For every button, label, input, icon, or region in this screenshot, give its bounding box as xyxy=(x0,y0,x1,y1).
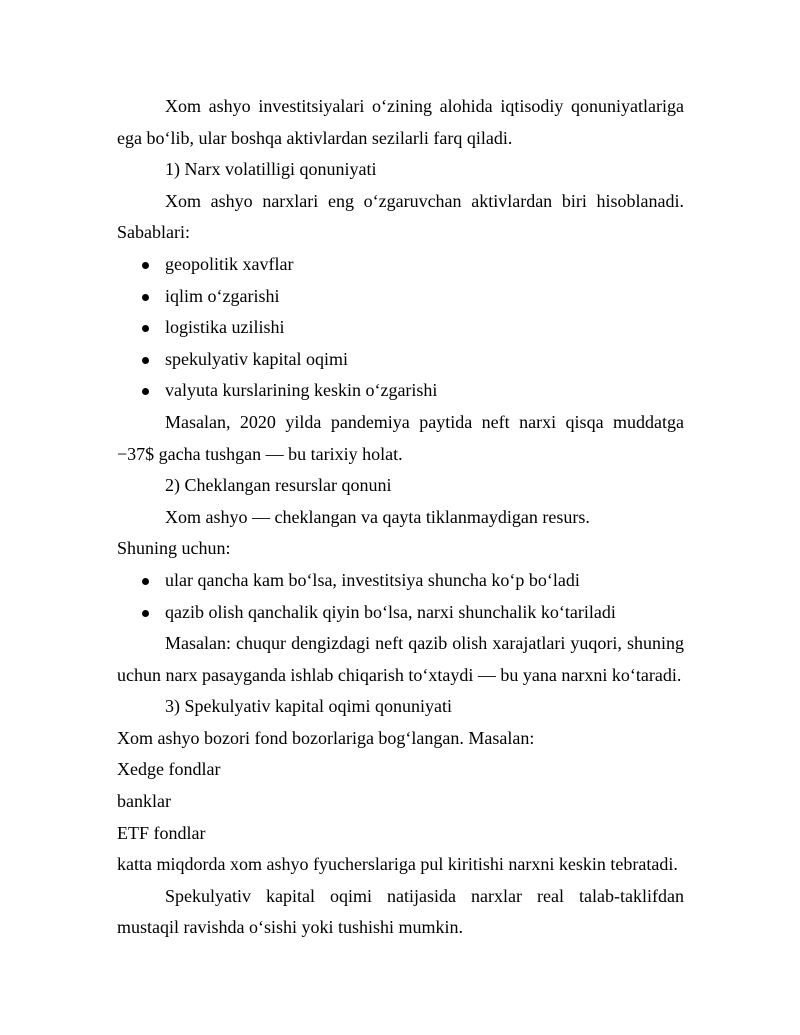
list-item-text: logistika uzilishi xyxy=(165,317,285,338)
paragraph-line: Masalan: chuqur dengizdagi neft qazib olish xarajatlari yuqori, shuning xyxy=(165,633,684,654)
paragraph-line: Xom ashyo bozori fond bozorlariga bog‘langan. Masalan: xyxy=(117,727,535,748)
list-item xyxy=(117,249,684,281)
bullet-icon xyxy=(142,357,149,364)
paragraph-line: mustaqil ravishda o‘sishi yoki tushishi mumkin. xyxy=(117,917,463,938)
paragraph-line: uchun narx pasayganda ishlab chiqarish to‘xtaydi — bu yana narxni ko‘taradi. xyxy=(117,664,682,685)
paragraph-line: katta miqdorda xom ashyo fyucherslariga pul kiritishi narxni keskin tebratadi. xyxy=(117,854,678,875)
list-item xyxy=(117,375,684,407)
document-body xyxy=(117,91,684,944)
list-item xyxy=(117,597,684,629)
bullet-icon xyxy=(142,294,149,301)
paragraph-line: ETF fondlar xyxy=(117,822,206,843)
section-heading: 1) Narx volatilligi qonuniyati xyxy=(165,159,377,180)
paragraph-line: Sabablari: xyxy=(117,222,190,243)
paragraph-line: Masalan, 2020 yilda pandemiya paytida neft narxi qisqa muddatga xyxy=(165,411,684,432)
list-item-text: valyuta kurslarining keskin o‘zgarishi xyxy=(165,380,438,401)
paragraph-line: Xedge fondlar xyxy=(117,759,221,780)
paragraph-line: −37$ gacha tushgan — bu tarixiy holat. xyxy=(117,443,403,464)
bullet-icon xyxy=(142,325,149,332)
paragraph-line: Spekulyativ kapital oqimi natijasida narxlar real talab-taklifdan xyxy=(165,885,684,906)
list-item-text: iqlim o‘zgarishi xyxy=(165,285,280,306)
paragraph-line: Xom ashyo narxlari eng o‘zgaruvchan aktivlardan biri hisoblanadi. xyxy=(165,190,684,211)
section-heading: 3) Spekulyativ kapital oqimi qonuniyati xyxy=(165,696,452,717)
list-item-text: ular qancha kam bo‘lsa, investitsiya shuncha ko‘p bo‘ladi xyxy=(165,569,580,590)
list-item xyxy=(117,344,684,376)
paragraph-line: ega bo‘lib, ular boshqa aktivlardan sezilarli farq qiladi. xyxy=(117,127,513,148)
paragraph-line: banklar xyxy=(117,791,171,812)
bullet-icon xyxy=(142,610,149,617)
paragraph-line: Shuning uchun: xyxy=(117,538,231,559)
paragraph-line: Xom ashyo investitsiyalari o‘zining alohida iqtisodiy qonuniyatlariga xyxy=(165,96,684,116)
list-item-text: geopolitik xavflar xyxy=(165,253,294,274)
list-item-text: qazib olish qanchalik qiyin bo‘lsa, narxi shunchalik ko‘tariladi xyxy=(165,601,616,622)
list-item xyxy=(117,281,684,313)
list-item xyxy=(117,312,684,344)
list-item xyxy=(117,565,684,597)
paragraph-line: Xom ashyo — cheklangan va qayta tiklanmaydigan resurs. xyxy=(165,506,590,527)
bullet-icon xyxy=(142,262,149,269)
bullet-icon xyxy=(142,388,149,395)
bullet-icon xyxy=(142,578,149,585)
section-heading: 2) Cheklangan resurslar qonuni xyxy=(165,475,392,496)
list-item-text: spekulyativ kapital oqimi xyxy=(165,348,348,369)
